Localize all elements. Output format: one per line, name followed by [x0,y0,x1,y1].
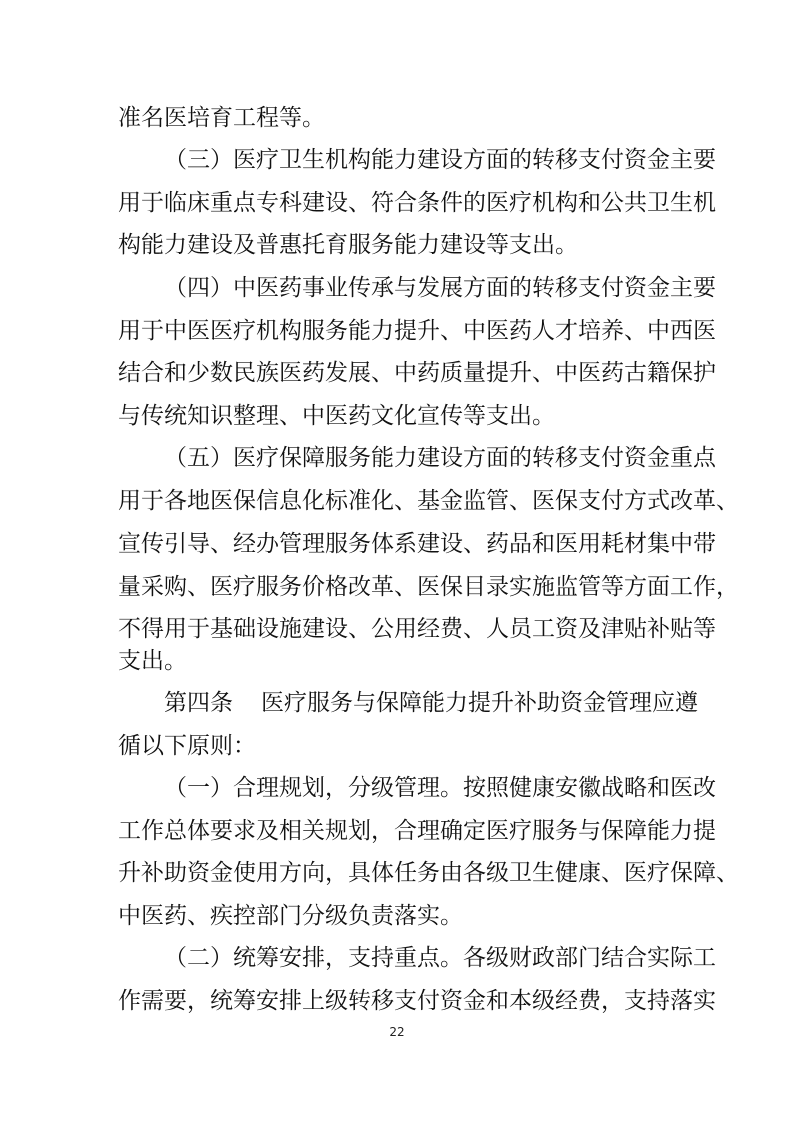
text-line: 结合和少数民族医药发展、中药质量提升、中医药古籍保护 [118,360,716,386]
text-line: 支出。 [118,648,187,674]
text-line: 中医药、疾控部门分级负责落实。 [118,903,463,929]
text-line: 循以下原则： [118,733,256,759]
article-four-text: 医疗服务与保障能力提升补助资金管理应遵 [261,690,698,716]
section-3-heading-line: （三）医疗卫生机构能力建设方面的转移支付资金主要 [164,147,716,173]
section-4-heading-line: （四）中医药事业传承与发展方面的转移支付资金主要 [164,275,716,301]
article-four-heading [164,683,698,723]
text-line: 升补助资金使用方向，具体任务由各级卫生健康、医疗保障、 [118,860,739,886]
section-5-heading-line: （五）医疗保障服务能力建设方面的转移支付资金重点 [164,445,716,471]
text-line: 用于各地医保信息化标准化、基金监管、医保支付方式改革、 [118,488,739,514]
text-line: 准名医培育工程等。 [118,105,325,131]
text-line: 用于临床重点专科建设、符合条件的医疗机构和公共卫生机 [118,190,716,216]
article-number: 第四条 [164,690,233,716]
page-number: 22 [389,1025,405,1039]
text-line: 量采购、医疗服务价格改革、医保目录实施监管等方面工作， [118,574,739,600]
principle-1-line: （一）合理规划，分级管理。按照健康安徽战略和医改 [164,775,716,801]
text-line: 用于中医医疗机构服务能力提升、中医药人才培养、中西医 [118,318,716,344]
text-line: 构能力建设及普惠托育服务能力建设等支出。 [118,232,578,258]
text-line: 工作总体要求及相关规划，合理确定医疗服务与保障能力提 [118,818,716,844]
text-line: 与传统知识整理、中医药文化宣传等支出。 [118,403,555,429]
text-line: 不得用于基础设施建设、公用经费、人员工资及津贴补贴等 [118,616,716,642]
text-line: 宣传引导、经办管理服务体系建设、药品和医用耗材集中带 [118,531,716,557]
text-line: 作需要，统筹安排上级转移支付资金和本级经费，支持落实 [118,988,716,1014]
principle-2-line: （二）统筹安排，支持重点。各级财政部门结合实际工 [164,945,716,971]
